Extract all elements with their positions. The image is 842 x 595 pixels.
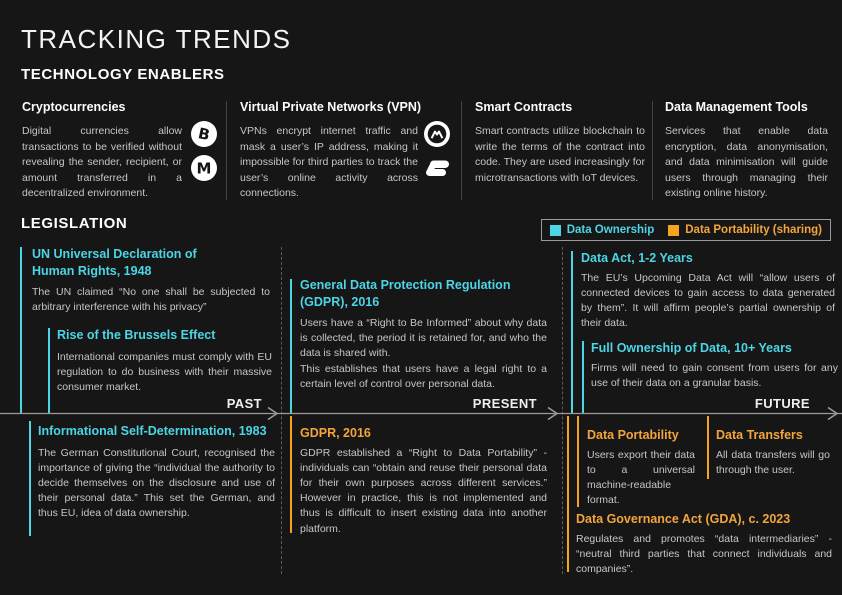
column-divider: [226, 101, 227, 200]
event-gdpr-portability: [300, 425, 547, 537]
event-body: Firms will need to gain consent from users for any use of their data on a granular basis.: [591, 361, 838, 389]
data-portability-swatch: [668, 225, 679, 236]
event-body: All data transfers will go through the user.: [716, 448, 830, 476]
event-body: The EU’s Upcoming Data Act will “allow users of connected devices to gain access to data generated by them”. It will affirm people’s partial ownership of their data.: [581, 271, 835, 330]
legislation-section-heading: LEGISLATION: [21, 215, 128, 232]
event-title: Rise of the Brussels Effect: [57, 328, 216, 342]
event-data-act: [581, 250, 835, 331]
event-title: Data Portability: [587, 428, 679, 442]
nordvpn-icon: [424, 121, 451, 148]
tech-column-title: Cryptocurrencies: [22, 100, 126, 114]
page-title: TRACKING TRENDS: [21, 24, 292, 54]
event-title: UN Universal Declaration of Human Rights, 1948: [32, 247, 197, 278]
event-title: Informational Self-Determination, 1983: [38, 424, 267, 438]
timeline-label-future: FUTURE: [754, 396, 810, 411]
tech-column-smart-contracts: [475, 100, 645, 186]
tech-column-title: Data Management Tools: [665, 100, 808, 114]
data-ownership-swatch: [550, 225, 561, 236]
legend-label-data-portability: Data Portability (sharing): [685, 224, 822, 236]
tech-column-vpn: [240, 100, 422, 202]
tech-column-body: Services that enable data encryption, data anonymisation, and data minimisation will guide users through managing their existing online history.: [665, 125, 828, 199]
event-title: Data Act, 1-2 Years: [581, 251, 693, 265]
event-un-declaration: [32, 246, 270, 315]
event-title: GDPR, 2016: [300, 426, 371, 440]
tech-column-body: VPNs encrypt internet traffic and mask a user’s IP address, making it impossible for third parties to track the user’s online activity across connections.: [240, 125, 418, 199]
column-divider: [461, 101, 462, 200]
event-body: GDPR established a “Right to Data Portability” - individuals can “obtain and reuse their personal data for their own purposes across different services.” However in practice, this is not implemented and thus is difficult to insert existing data into another platform.: [300, 446, 547, 535]
timeline-label-past: PAST: [226, 396, 262, 411]
event-body: Regulates and promotes “data intermediaries” - “neutral third parties that connect individuals and companies”.: [576, 532, 832, 575]
event-gdpr: [300, 277, 547, 392]
event-body: International companies must comply with EU regulation to do business with their massive consumer market.: [57, 350, 272, 393]
event-title: Full Ownership of Data, 10+ Years: [591, 341, 792, 355]
event-data-transfers: [716, 427, 830, 478]
event-body: This establishes that users have a legal right to a certain level of control over personal data.: [300, 362, 547, 390]
event-connector-bar: [29, 421, 31, 536]
monero-icon: [191, 155, 218, 182]
event-connector-bar: [577, 416, 579, 507]
tech-column-title: Smart Contracts: [475, 100, 573, 114]
tech-column-data-management: [665, 100, 828, 202]
event-connector-bar: [290, 416, 292, 533]
timeline-label-present: PRESENT: [472, 396, 537, 411]
tech-column-body: Smart contracts utilize blockchain to write the terms of the contract into code. They are used increasingly for microtransactions with IoT devices.: [475, 125, 645, 184]
event-body: Users export their data to a universal machine-readable format.: [587, 448, 695, 507]
event-full-ownership: [591, 340, 838, 391]
legend: [541, 219, 831, 241]
event-body: Users have a “Right to Be Informed” about why data is collected, the period it is retained for, and who the data is shared with.: [300, 317, 547, 360]
svg-text:M: M: [196, 159, 212, 178]
event-title: General Data Protection Regulation (GDPR), 2016: [300, 278, 511, 309]
event-data-governance-act: [576, 511, 832, 577]
event-connector-bar: [48, 328, 50, 413]
event-brussels-effect: [57, 327, 272, 395]
event-connector-bar: [571, 251, 573, 413]
bitcoin-icon: [191, 121, 218, 148]
event-title: Data Transfers: [716, 428, 803, 442]
event-connector-bar: [567, 416, 569, 572]
event-connector-bar: [290, 279, 292, 413]
event-body: The UN claimed “No one shall be subjected to arbitrary interference with his privacy”: [32, 286, 270, 314]
tech-column-body: Digital currencies allow transactions to be verified without revealing the sender, recipient, or amount transferred in a decentralized environment.: [22, 125, 182, 199]
tech-column-cryptocurrencies: [22, 100, 182, 202]
event-connector-bar: [582, 341, 584, 413]
tech-section-heading: TECHNOLOGY ENABLERS: [21, 66, 225, 83]
event-connector-bar: [20, 247, 22, 413]
expressvpn-icon: [424, 155, 451, 182]
event-data-portability: [587, 427, 695, 508]
event-connector-bar: [707, 416, 709, 479]
column-divider: [652, 101, 653, 200]
svg-text:B: B: [196, 124, 212, 145]
event-title: Data Governance Act (GDA), c. 2023: [576, 512, 791, 526]
legend-label-data-ownership: Data Ownership: [566, 224, 655, 236]
tech-column-title: Virtual Private Networks (VPN): [240, 100, 422, 114]
event-body: The German Constitutional Court, recognised the importance of giving the “individual the authority to decide themselves on the disclosure and use of their personal data.” This set the German, and thus EU, idea of data ownership.: [38, 446, 275, 520]
event-informational-self-determination: [38, 423, 275, 522]
